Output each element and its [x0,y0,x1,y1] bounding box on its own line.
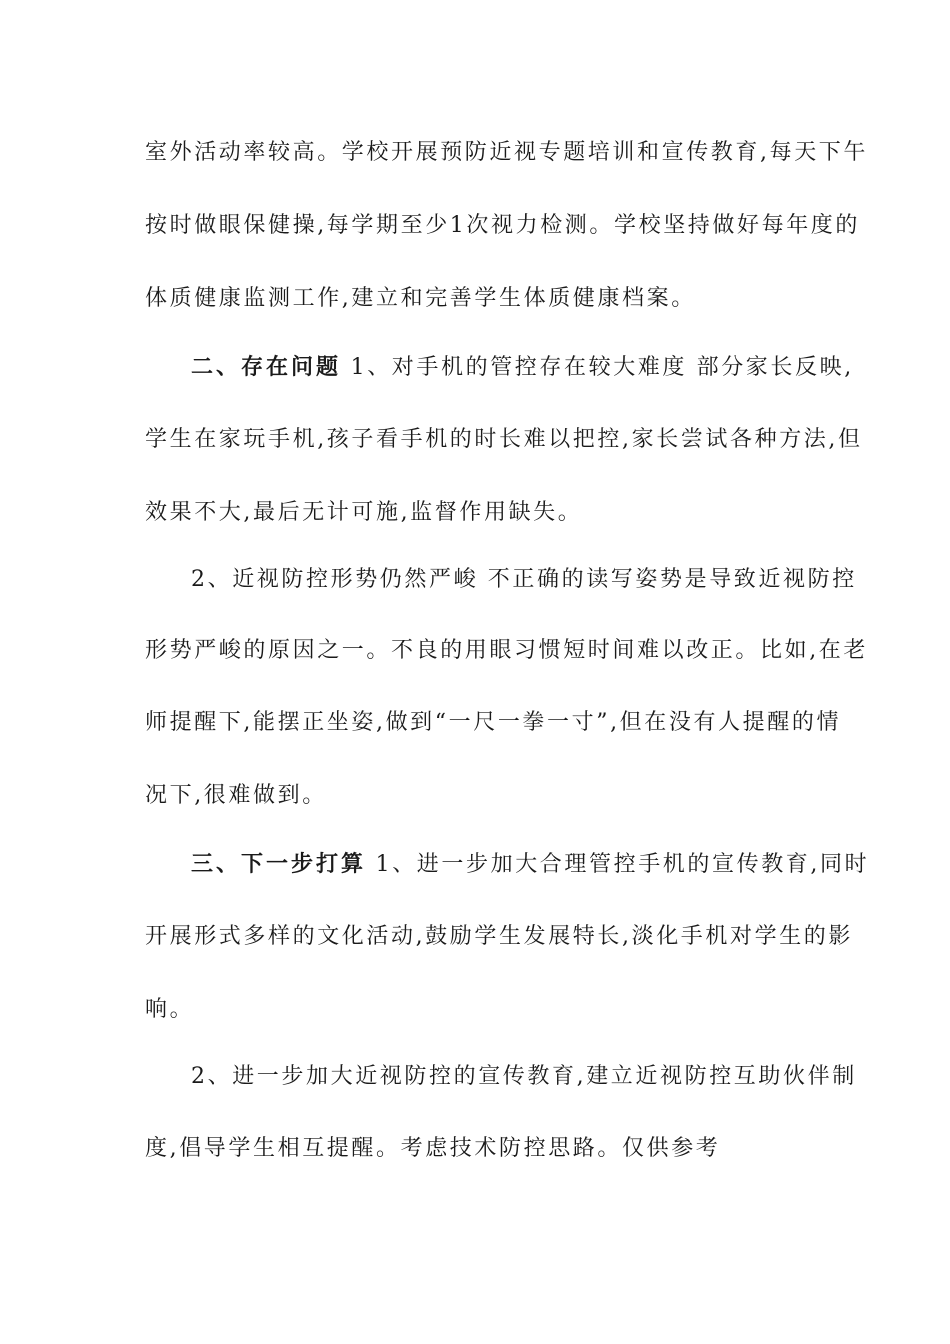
paragraph-line: 室外活动率较高。学校开展预防近视专题培训和宣传教育,每天下午 [145,140,868,165]
paragraph-line: 体质健康监测工作,建立和完善学生体质健康档案。 [145,286,696,311]
section-heading: 二、存在问题 [191,354,342,380]
section-text: 1、对手机的管控存在较大难度 部分家长反映, [341,355,854,380]
paragraph-line: 学生在家玩手机,孩子看手机的时长难以把控,家长尝试各种方法,但 [145,427,863,452]
paragraph-line: 响。 [145,997,195,1022]
section-heading: 三、下一步打算 [191,851,367,877]
paragraph-line [191,352,854,383]
paragraph-line: 况下,很难做到。 [145,783,327,808]
paragraph-line: 2、进一步加大近视防控的宣传教育,建立近视防控互助伙伴制 [191,1064,857,1089]
paragraph-line: 开展形式多样的文化活动,鼓励学生发展特长,淡化手机对学生的影 [145,924,853,949]
paragraph-line: 效果不大,最后无计可施,监督作用缺失。 [145,500,583,525]
paragraph-line: 形势严峻的原因之一。不良的用眼习惯短时间难以改正。比如,在老 [145,638,868,663]
paragraph-line: 师提醒下,能摆正坐姿,做到“一尺一拳一寸”,但在没有人提醒的情 [145,710,842,735]
section-text: 1、进一步加大合理管控手机的宣传教育,同时 [366,852,870,877]
paragraph-line: 度,倡导学生相互提醒。考虑技术防控思路。仅供参考 [145,1136,721,1161]
paragraph-line [191,849,870,880]
paragraph-line: 2、近视防控形势仍然严峻 不正确的读写姿势是导致近视防控 [191,567,857,592]
paragraph-line: 按时做眼保健操,每学期至少1次视力检测。学校坚持做好每年度的 [145,213,860,238]
